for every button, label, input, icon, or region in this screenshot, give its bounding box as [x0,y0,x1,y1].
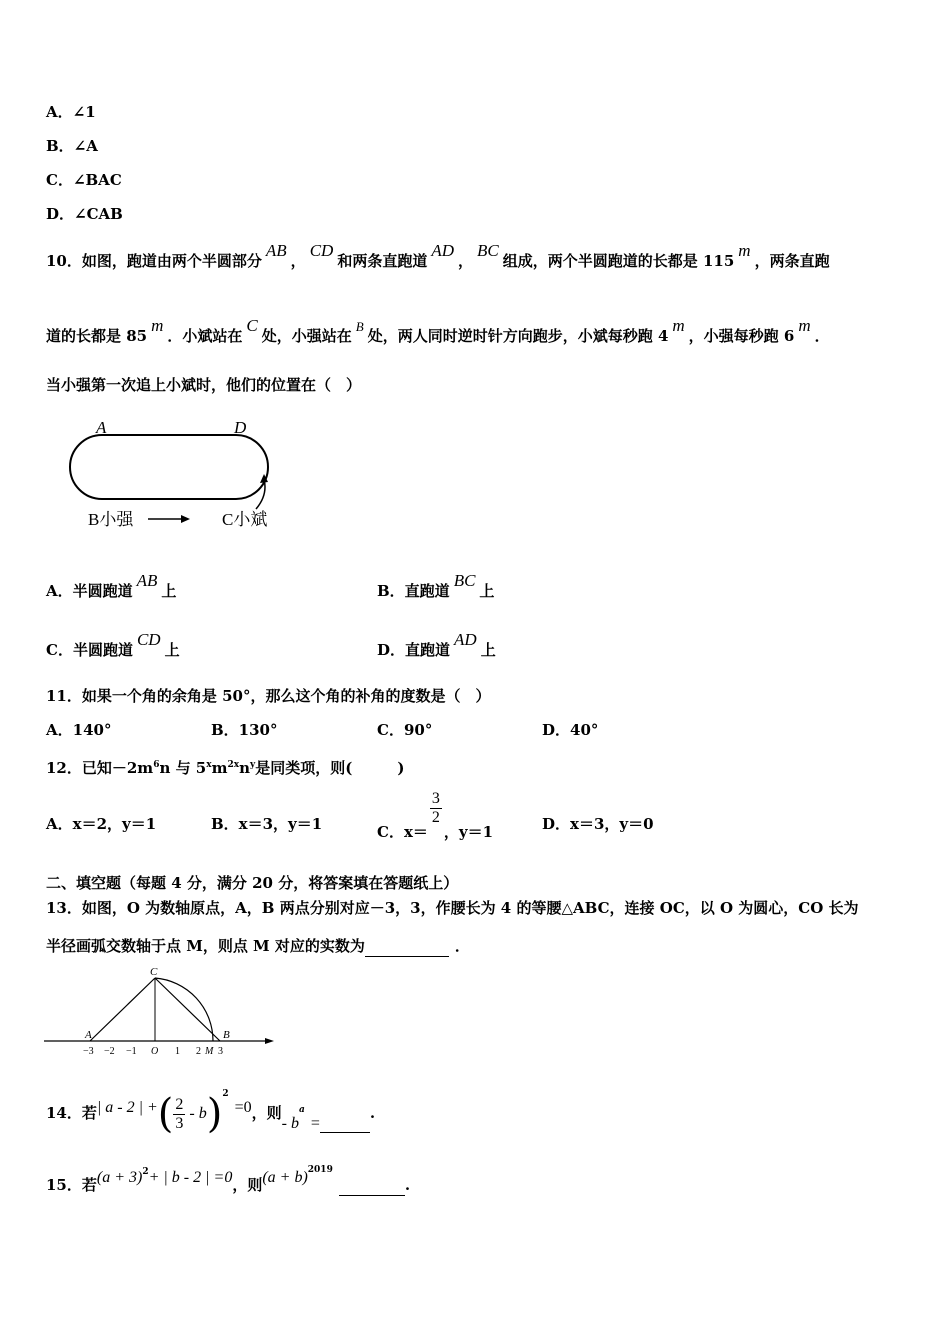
tick-neg3: −3 [83,1046,94,1057]
q14-frac-den: 3 [175,1114,184,1132]
q11-option-a: A．140° [46,721,112,739]
q14-question [46,1088,376,1137]
label-a: A [85,1029,92,1041]
q10-opt-b-on: 上 [479,582,495,600]
tick-1: 1 [175,1046,180,1057]
track-figure [66,413,296,533]
q10-opt-c-cd: CD [136,630,161,649]
q10-unit-m3: m [672,316,685,335]
q10-opt-b-text: B．直跑道 [377,582,450,600]
q14-paren-close: ) [206,1091,223,1137]
q10-text-j: ． [814,327,830,345]
q14-pre: 14．若 [46,1104,97,1122]
q10-text-g: 处，小强站在 [261,327,352,345]
track-label-a: A [96,418,107,437]
q10-option-c [46,630,180,660]
q10-text-e: 道的长都是 85 [46,327,148,345]
q10-opt-d-on: 上 [480,641,496,659]
q10-opt-c-text: C．半圆跑道 [46,641,133,659]
tick-2: 2 [196,1046,201,1057]
q10-line1 [46,241,830,271]
q12-s2: x [206,760,212,770]
q10-point-c: C [246,316,258,335]
q15-question [46,1165,411,1196]
q14-frac-num: 2 [175,1095,184,1113]
q10-ab: AB [265,241,287,260]
tick-o: O [151,1046,159,1057]
q10-unit-m4: m [798,316,811,335]
q10-opt-a-on: 上 [161,582,177,600]
q10-ad: AD [431,241,454,260]
q14-answer-blank[interactable] [320,1088,370,1133]
q14-rhs-b: - b [281,1115,299,1132]
track-label-b: B小强 [88,510,134,529]
q14-fraction [173,1096,185,1133]
xiaoqiang-arrowhead [181,515,190,523]
q15-expr2: + | b - 2 | =0 [148,1169,233,1186]
q14-minus-b: - b [189,1105,207,1122]
tick-m: M [205,1046,214,1057]
q12-t1: 12．已知－2m [46,759,154,777]
q10-point-b: B [355,319,364,334]
q12-s4: y [250,760,256,770]
q12-frac-num: 3 [431,790,440,807]
q10-line2 [46,316,830,347]
q11-option-b: B．130° [211,721,278,739]
segment-ac [90,978,155,1041]
q14-paren-open: ( [157,1091,174,1137]
q10-comma: ， [290,252,306,270]
q15-expr1: (a + 3) [96,1169,143,1186]
q12-t2: n 与 5 [159,759,207,777]
q12-t3: m [211,759,228,777]
q11-option-c: C．90° [377,721,433,739]
q10-option-d [377,630,496,660]
tick-labels [83,1046,223,1057]
q15-answer-blank[interactable] [339,1175,405,1196]
q10-opt-d-text: D．直跑道 [377,641,451,659]
q11-question: 11．如果一个角的余角是 50°，那么这个角的补角的度数是（ ） [46,687,491,705]
q15-pre: 15．若 [46,1176,97,1194]
q14-rhs-sup: a [298,1105,305,1115]
q10-opt-a-text: A．半圆跑道 [46,582,133,600]
segment-cb [155,978,220,1041]
q14-abs-expr: | a - 2 | + [96,1099,158,1116]
q10-text-a: 10．如图，跑道由两个半圆部分 [46,252,262,270]
q15-then: ，则 [232,1176,263,1194]
label-b: B [223,1029,230,1041]
q9-option-d: D．∠CAB [46,205,123,223]
q10-comma2: ， [458,252,474,270]
q9-option-b: B．∠A [46,137,98,155]
q10-line3: 当小强第一次追上小斌时，他们的位置在（ ） [46,376,362,394]
track-outline [70,435,268,499]
arc-cm [155,978,213,1041]
q12-question [46,755,404,778]
q9-option-c: C．∠BAC [46,171,122,189]
q12-option-b: B．x＝3，y＝1 [211,815,323,833]
q12-opt-c-post: ，y＝1 [443,822,494,841]
q10-opt-d-ad: AD [454,630,477,649]
q15-end: . [404,1176,411,1194]
q14-then: ，则 [251,1104,282,1122]
q10-text-c: 组成，两个半圆跑道的长都是 115 [502,252,735,270]
q10-opt-a-ab: AB [136,571,158,590]
q12-option-c [377,790,494,841]
q10-text-d: ，两条直跑 [754,252,830,270]
q13-answer-blank[interactable] [365,936,449,957]
q10-opt-c-on: 上 [164,641,180,659]
q13-line2-text: 半径画弧交数轴于点 M，则点 M 对应的实数为 [46,937,365,955]
tick-neg1: −1 [126,1046,137,1057]
q10-text-h: 处，两人同时逆时针方向跑步，小斌每秒跑 4 [367,327,669,345]
q15-square: 2 [142,1167,149,1177]
q12-s3: 2x [227,760,240,770]
q9-option-a: A．∠1 [46,103,96,121]
q10-option-a [46,571,177,601]
q12-option-d: D．x＝3，y＝0 [542,815,654,833]
q10-text-b: 和两条直跑道 [337,252,428,270]
tick-3: 3 [218,1046,223,1057]
q10-bc: BC [477,241,499,260]
axis-arrow [265,1038,274,1044]
q10-text-i: ，小强每秒跑 6 [688,327,795,345]
q12-opt-c-pre: C．x＝ [377,822,428,841]
q10-unit-m2: m [151,316,164,335]
q12-option-a: A．x＝2，y＝1 [46,815,157,833]
q13-line1: 13．如图，O 为数轴原点，A，B 两点分别对应－3，3，作腰长为 4 的等腰△ABC，连接 OC，以 O 为圆心，CO 长为 [46,899,859,917]
track-label-c: C小斌 [222,510,268,529]
q13-line2-end: ． [454,937,470,955]
q12-t4: n [239,759,251,777]
q12-frac-den: 2 [431,809,440,826]
q11-option-d: D．40° [542,721,599,739]
q10-unit-m: m [738,241,751,260]
track-label-d: D [234,418,247,437]
q12-t5: 是同类项，则( ) [255,759,405,777]
q12-s1: 6 [153,760,160,770]
q10-cd: CD [309,241,334,260]
q14-square: 2 [222,1089,229,1099]
q15-expr3: (a + b) [262,1169,308,1186]
q10-text-f: ．小斌站在 [167,327,243,345]
q15-power: 2019 [307,1165,333,1175]
q14-eq0: =0 [234,1099,252,1116]
q14-rhs-eq: = [310,1115,320,1132]
tick-neg2: −2 [104,1046,115,1057]
number-line-figure [44,962,276,1058]
label-c: C [150,966,158,978]
q10-option-b [377,571,495,601]
q14-end: . [369,1104,376,1122]
q13-line2 [46,936,470,957]
section-heading: 二、填空题（每题 4 分，满分 20 分，将答案填在答题纸上） [46,874,459,892]
q10-opt-b-bc: BC [453,571,476,590]
q12-fraction [430,790,442,827]
